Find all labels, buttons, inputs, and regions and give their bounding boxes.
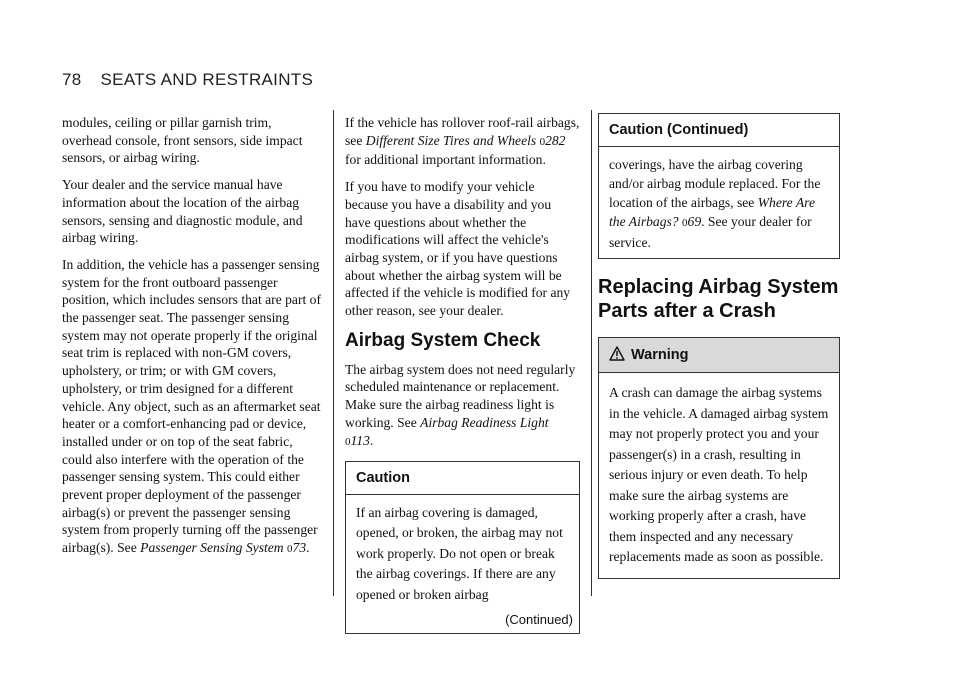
caution-box — [345, 461, 580, 634]
paragraph-text: If the vehicle has rollover roof-rail airbags, see — [345, 115, 580, 148]
page-ref-icon: 0 — [539, 135, 546, 148]
cross-reference-link[interactable]: Where Are the Airbags? — [609, 194, 815, 229]
page-header — [62, 70, 313, 90]
caution-text-part: coverings, have the airbag covering and/or airbag module replaced. For the location of the airbags, see — [609, 156, 821, 210]
cross-reference-link[interactable]: Passenger Sensing System — [140, 540, 284, 556]
section-heading: Replacing Airbag System Parts after a Crash — [598, 275, 839, 322]
continued-label: (Continued) — [505, 612, 573, 628]
caution-body — [599, 147, 839, 258]
page-ref-number[interactable]: 113 — [350, 432, 370, 448]
page-ref-icon: 0 — [345, 435, 351, 448]
caution-title: Caution (Continued) — [599, 114, 839, 147]
paragraph — [62, 256, 324, 559]
caution-body — [346, 495, 579, 612]
page-ref-number[interactable]: 73 — [292, 540, 307, 556]
warning-triangle-icon — [609, 346, 625, 367]
warning-header — [599, 338, 839, 374]
caution-text-part: . See your dealer for service. — [609, 213, 812, 250]
column-divider — [333, 110, 334, 596]
warning-box — [598, 337, 840, 579]
section-title: SEATS AND RESTRAINTS — [100, 70, 314, 89]
paragraph: modules, ceiling or pillar garnish trim, overhead console, front sensors, side impact sensors, or airbag wiring. — [62, 115, 303, 166]
paragraph — [345, 361, 580, 452]
caution-text: If an airbag covering is damaged, opened, or broken, the airbag may not work properly. Do not open or break the airbag coverings. If there are any opened or broken airbag — [356, 504, 563, 602]
column-2 — [345, 114, 580, 644]
page-ref-icon: 0 — [682, 216, 688, 229]
warning-title: Warning — [631, 346, 689, 363]
caution-title: Caution — [346, 462, 579, 495]
column-3 — [598, 113, 840, 589]
paragraph — [345, 114, 580, 169]
page-ref-number[interactable]: 69 — [687, 213, 702, 229]
column-1 — [62, 114, 324, 568]
caution-text — [609, 155, 829, 252]
cross-reference-link[interactable]: Different Size Tires and Wheels — [365, 132, 537, 148]
caution-continued-box — [598, 113, 840, 259]
page-number: 78 — [62, 70, 82, 89]
warning-text: A crash can damage the airbag systems in the vehicle. A damaged airbag system may not properly protect you and your passenger(s) in a crash, resulting in serious injury or even death. To help make sure the airbag systems are working properly after a crash, have them inspected and any necessary replacements made as soon as possible. — [609, 385, 829, 565]
period: . — [369, 432, 374, 448]
warning-body — [599, 373, 839, 578]
paragraph-text: The airbag system does not need regularly scheduled maintenance or replacement. Make sure the airbag readiness light is working. See — [345, 361, 576, 430]
paragraph: If you have to modify your vehicle because you have a disability and you have questions about whether the modifications will affect the vehicle's airbag system, or if you have questions about whether the airbag system will be affected if the vehicle is modified for any other reason, see your dealer. — [345, 179, 571, 319]
paragraph-text: for additional important information. — [345, 152, 546, 168]
page-ref-number[interactable]: 282 — [545, 132, 566, 148]
column-divider — [591, 110, 592, 596]
section-heading: Airbag System Check — [345, 329, 541, 351]
cross-reference-link[interactable]: Airbag Readiness Light — [420, 414, 549, 430]
paragraph-text: In addition, the vehicle has a passenger sensing system for the front outboard passenger position, which includes sensors that are part of the passenger seat. The passenger sensing system may not operate properly if the original seat trim is replaced with non-GM covers, upholstery, or trim; or with GM covers, upholstery, or trim designed for a different vehicle. Any object, such as an aftermarket seat heater or a comfort-enhancing pad or device, installed under or on top of the seat fabric, could also interfere with the operation of the passenger sensing system. This could either prevent proper deployment of the passenger airbag(s) or prevent the passenger sensing system from properly turning off the passenger airbag(s). See — [62, 256, 321, 556]
paragraph: Your dealer and the service manual have information about the location of the airbag sensors, sensing and diagnostic module, and airbag wiring. — [62, 177, 303, 246]
period: . — [306, 540, 310, 556]
page-ref-icon: 0 — [287, 543, 293, 556]
